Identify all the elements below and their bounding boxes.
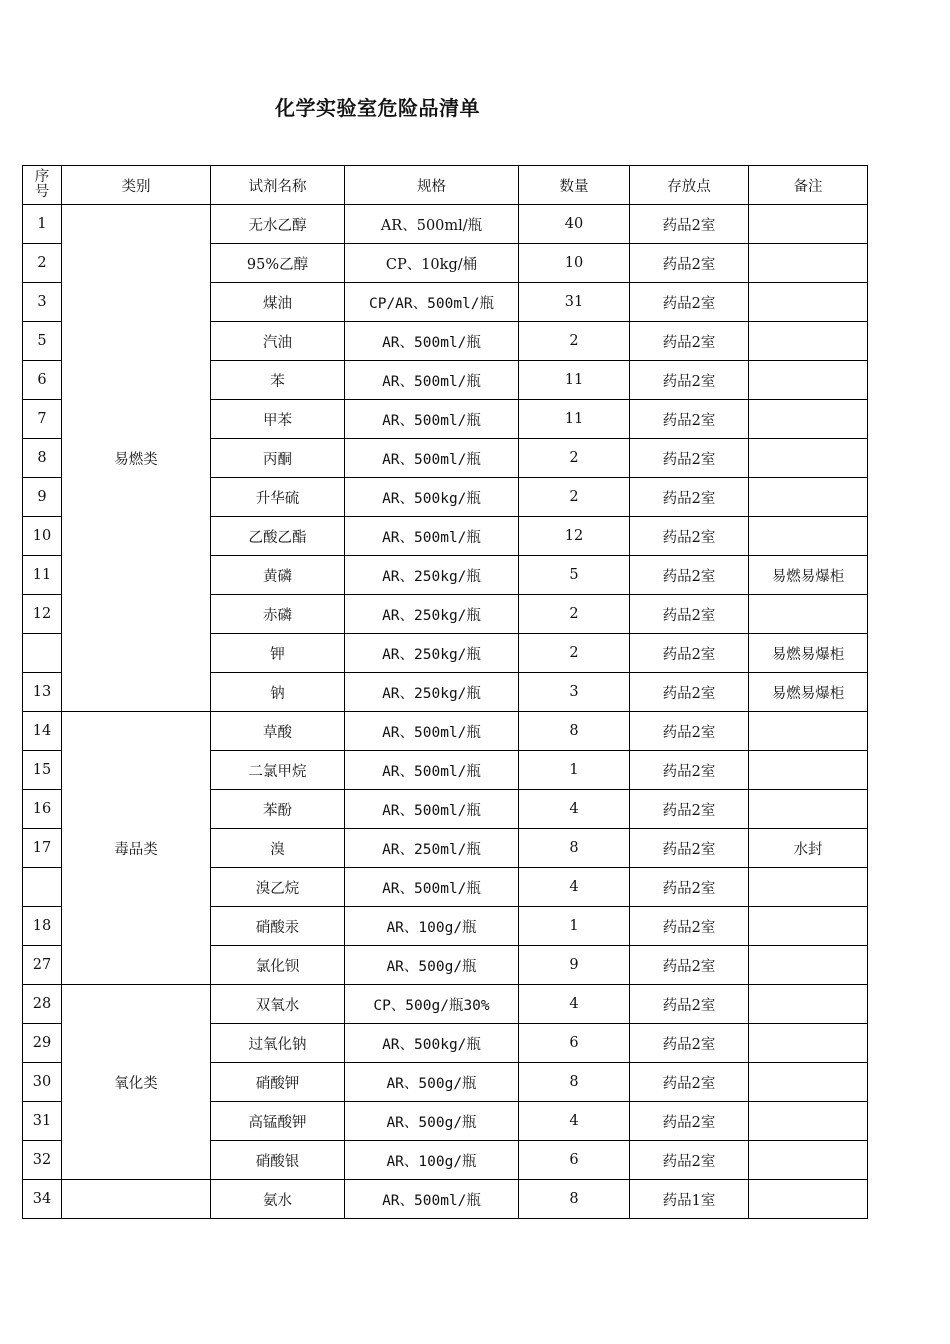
cell-spec: AR、500g/瓶 xyxy=(345,946,519,985)
cell-qty: 8 xyxy=(519,712,630,751)
cell-spec: CP/AR、500ml/瓶 xyxy=(345,283,519,322)
cell-name: 煤油 xyxy=(211,283,345,322)
cell-name: 无水乙醇 xyxy=(211,205,345,244)
cell-seq: 14 xyxy=(23,712,62,751)
cell-location: 药品2室 xyxy=(630,439,749,478)
cell-seq: 31 xyxy=(23,1102,62,1141)
cell-category: 毒品类 xyxy=(62,712,211,985)
cell-qty: 8 xyxy=(519,829,630,868)
header-spec: 规格 xyxy=(345,166,519,205)
cell-qty: 2 xyxy=(519,595,630,634)
header-category: 类别 xyxy=(62,166,211,205)
cell-remark xyxy=(749,1180,868,1219)
cell-location: 药品2室 xyxy=(630,829,749,868)
cell-seq: 3 xyxy=(23,283,62,322)
cell-spec: AR、100g/瓶 xyxy=(345,907,519,946)
cell-remark xyxy=(749,478,868,517)
cell-location: 药品2室 xyxy=(630,634,749,673)
cell-qty: 31 xyxy=(519,283,630,322)
cell-spec: AR、500ml/瓶 xyxy=(345,1180,519,1219)
cell-qty: 2 xyxy=(519,634,630,673)
cell-seq: 34 xyxy=(23,1180,62,1219)
cell-seq: 15 xyxy=(23,751,62,790)
cell-spec: AR、500ml/瓶 xyxy=(345,322,519,361)
cell-seq: 12 xyxy=(23,595,62,634)
cell-qty: 11 xyxy=(519,361,630,400)
table-row xyxy=(23,1180,868,1219)
cell-spec: AR、500kg/瓶 xyxy=(345,478,519,517)
cell-remark xyxy=(749,205,868,244)
cell-qty: 2 xyxy=(519,439,630,478)
cell-seq: 30 xyxy=(23,1063,62,1102)
cell-spec: AR、500g/瓶 xyxy=(345,1063,519,1102)
cell-seq: 32 xyxy=(23,1141,62,1180)
table-row xyxy=(23,985,868,1024)
cell-location: 药品2室 xyxy=(630,985,749,1024)
cell-spec: AR、500ml/瓶 xyxy=(345,400,519,439)
cell-remark xyxy=(749,907,868,946)
cell-location: 药品2室 xyxy=(630,556,749,595)
cell-remark: 易燃易爆柜 xyxy=(749,634,868,673)
cell-qty: 8 xyxy=(519,1063,630,1102)
cell-spec: AR、250kg/瓶 xyxy=(345,595,519,634)
cell-category: 易燃类 xyxy=(62,205,211,712)
cell-spec: AR、250ml/瓶 xyxy=(345,829,519,868)
cell-spec: CP、500g/瓶30% xyxy=(345,985,519,1024)
cell-location: 药品2室 xyxy=(630,751,749,790)
cell-location: 药品1室 xyxy=(630,1180,749,1219)
cell-remark xyxy=(749,790,868,829)
cell-name: 硝酸银 xyxy=(211,1141,345,1180)
cell-seq: 10 xyxy=(23,517,62,556)
cell-qty: 6 xyxy=(519,1141,630,1180)
cell-remark xyxy=(749,400,868,439)
cell-qty: 2 xyxy=(519,478,630,517)
cell-name: 钠 xyxy=(211,673,345,712)
cell-name: 硝酸汞 xyxy=(211,907,345,946)
cell-seq: 1 xyxy=(23,205,62,244)
cell-category: 氧化类 xyxy=(62,985,211,1180)
cell-location: 药品2室 xyxy=(630,517,749,556)
page-title: 化学实验室危险品清单 xyxy=(275,96,480,120)
cell-location: 药品2室 xyxy=(630,790,749,829)
cell-seq: 16 xyxy=(23,790,62,829)
header-qty: 数量 xyxy=(519,166,630,205)
cell-seq: 8 xyxy=(23,439,62,478)
cell-seq: 6 xyxy=(23,361,62,400)
cell-name: 硝酸钾 xyxy=(211,1063,345,1102)
cell-name: 草酸 xyxy=(211,712,345,751)
cell-spec: AR、500ml/瓶 xyxy=(345,439,519,478)
cell-spec: AR、250kg/瓶 xyxy=(345,634,519,673)
header-location: 存放点 xyxy=(630,166,749,205)
cell-location: 药品2室 xyxy=(630,673,749,712)
cell-qty: 5 xyxy=(519,556,630,595)
table-header-row xyxy=(23,166,868,205)
hazard-inventory-table xyxy=(22,165,868,1219)
cell-remark xyxy=(749,712,868,751)
cell-qty: 9 xyxy=(519,946,630,985)
cell-qty: 10 xyxy=(519,244,630,283)
cell-spec: AR、500ml/瓶 xyxy=(345,517,519,556)
cell-spec: AR、250kg/瓶 xyxy=(345,673,519,712)
cell-spec: AR、250kg/瓶 xyxy=(345,556,519,595)
cell-qty: 6 xyxy=(519,1024,630,1063)
cell-seq: 17 xyxy=(23,829,62,868)
cell-location: 药品2室 xyxy=(630,322,749,361)
cell-seq: 28 xyxy=(23,985,62,1024)
cell-location: 药品2室 xyxy=(630,1063,749,1102)
cell-spec: AR、500g/瓶 xyxy=(345,1102,519,1141)
cell-seq: 5 xyxy=(23,322,62,361)
cell-name: 苯酚 xyxy=(211,790,345,829)
cell-seq: 29 xyxy=(23,1024,62,1063)
cell-remark: 易燃易爆柜 xyxy=(749,556,868,595)
cell-remark xyxy=(749,751,868,790)
cell-location: 药品2室 xyxy=(630,907,749,946)
cell-name: 丙酮 xyxy=(211,439,345,478)
header-name: 试剂名称 xyxy=(211,166,345,205)
cell-qty: 40 xyxy=(519,205,630,244)
cell-remark xyxy=(749,517,868,556)
cell-location: 药品2室 xyxy=(630,361,749,400)
cell-qty: 4 xyxy=(519,790,630,829)
cell-location: 药品2室 xyxy=(630,595,749,634)
cell-name: 钾 xyxy=(211,634,345,673)
cell-location: 药品2室 xyxy=(630,946,749,985)
cell-spec: AR、500ml/瓶 xyxy=(345,751,519,790)
cell-location: 药品2室 xyxy=(630,283,749,322)
cell-spec: AR、500ml/瓶 xyxy=(345,712,519,751)
cell-location: 药品2室 xyxy=(630,712,749,751)
cell-qty: 1 xyxy=(519,751,630,790)
cell-location: 药品2室 xyxy=(630,478,749,517)
cell-remark xyxy=(749,1102,868,1141)
cell-spec: AR、500ml/瓶 xyxy=(345,205,519,244)
cell-name: 氨水 xyxy=(211,1180,345,1219)
cell-spec: AR、500ml/瓶 xyxy=(345,361,519,400)
cell-name: 95%乙醇 xyxy=(211,244,345,283)
cell-name: 溴 xyxy=(211,829,345,868)
cell-seq: 2 xyxy=(23,244,62,283)
cell-seq: 18 xyxy=(23,907,62,946)
cell-qty: 2 xyxy=(519,322,630,361)
cell-name: 苯 xyxy=(211,361,345,400)
cell-location: 药品2室 xyxy=(630,205,749,244)
cell-name: 氯化钡 xyxy=(211,946,345,985)
header-seq: 序 号 xyxy=(23,166,62,205)
cell-remark: 水封 xyxy=(749,829,868,868)
cell-name: 赤磷 xyxy=(211,595,345,634)
cell-remark xyxy=(749,595,868,634)
cell-name: 高锰酸钾 xyxy=(211,1102,345,1141)
cell-category xyxy=(62,1180,211,1219)
table-row xyxy=(23,205,868,244)
cell-seq xyxy=(23,634,62,673)
cell-name: 甲苯 xyxy=(211,400,345,439)
cell-remark xyxy=(749,868,868,907)
cell-name: 乙酸乙酯 xyxy=(211,517,345,556)
cell-seq: 11 xyxy=(23,556,62,595)
cell-seq: 7 xyxy=(23,400,62,439)
cell-name: 二氯甲烷 xyxy=(211,751,345,790)
cell-seq: 13 xyxy=(23,673,62,712)
cell-location: 药品2室 xyxy=(630,1024,749,1063)
cell-qty: 12 xyxy=(519,517,630,556)
cell-remark: 易燃易爆柜 xyxy=(749,673,868,712)
cell-spec: AR、500ml/瓶 xyxy=(345,868,519,907)
cell-qty: 4 xyxy=(519,985,630,1024)
cell-remark xyxy=(749,1024,868,1063)
cell-name: 溴乙烷 xyxy=(211,868,345,907)
cell-remark xyxy=(749,361,868,400)
cell-remark xyxy=(749,985,868,1024)
cell-spec: CP、10kg/桶 xyxy=(345,244,519,283)
table-row xyxy=(23,712,868,751)
cell-remark xyxy=(749,1141,868,1180)
cell-location: 药品2室 xyxy=(630,868,749,907)
cell-location: 药品2室 xyxy=(630,1141,749,1180)
cell-remark xyxy=(749,1063,868,1102)
cell-qty: 4 xyxy=(519,1102,630,1141)
cell-spec: AR、500ml/瓶 xyxy=(345,790,519,829)
cell-qty: 8 xyxy=(519,1180,630,1219)
cell-qty: 1 xyxy=(519,907,630,946)
header-remark: 备注 xyxy=(749,166,868,205)
cell-name: 黄磷 xyxy=(211,556,345,595)
cell-name: 汽油 xyxy=(211,322,345,361)
cell-remark xyxy=(749,283,868,322)
cell-qty: 11 xyxy=(519,400,630,439)
cell-spec: AR、500kg/瓶 xyxy=(345,1024,519,1063)
cell-seq: 27 xyxy=(23,946,62,985)
cell-name: 过氧化钠 xyxy=(211,1024,345,1063)
cell-remark xyxy=(749,439,868,478)
cell-remark xyxy=(749,244,868,283)
cell-qty: 4 xyxy=(519,868,630,907)
cell-remark xyxy=(749,322,868,361)
cell-spec: AR、100g/瓶 xyxy=(345,1141,519,1180)
cell-location: 药品2室 xyxy=(630,244,749,283)
cell-name: 升华硫 xyxy=(211,478,345,517)
table-body xyxy=(23,205,868,1219)
cell-location: 药品2室 xyxy=(630,1102,749,1141)
cell-name: 双氧水 xyxy=(211,985,345,1024)
cell-qty: 3 xyxy=(519,673,630,712)
cell-seq: 9 xyxy=(23,478,62,517)
cell-remark xyxy=(749,946,868,985)
cell-location: 药品2室 xyxy=(630,400,749,439)
cell-seq xyxy=(23,868,62,907)
